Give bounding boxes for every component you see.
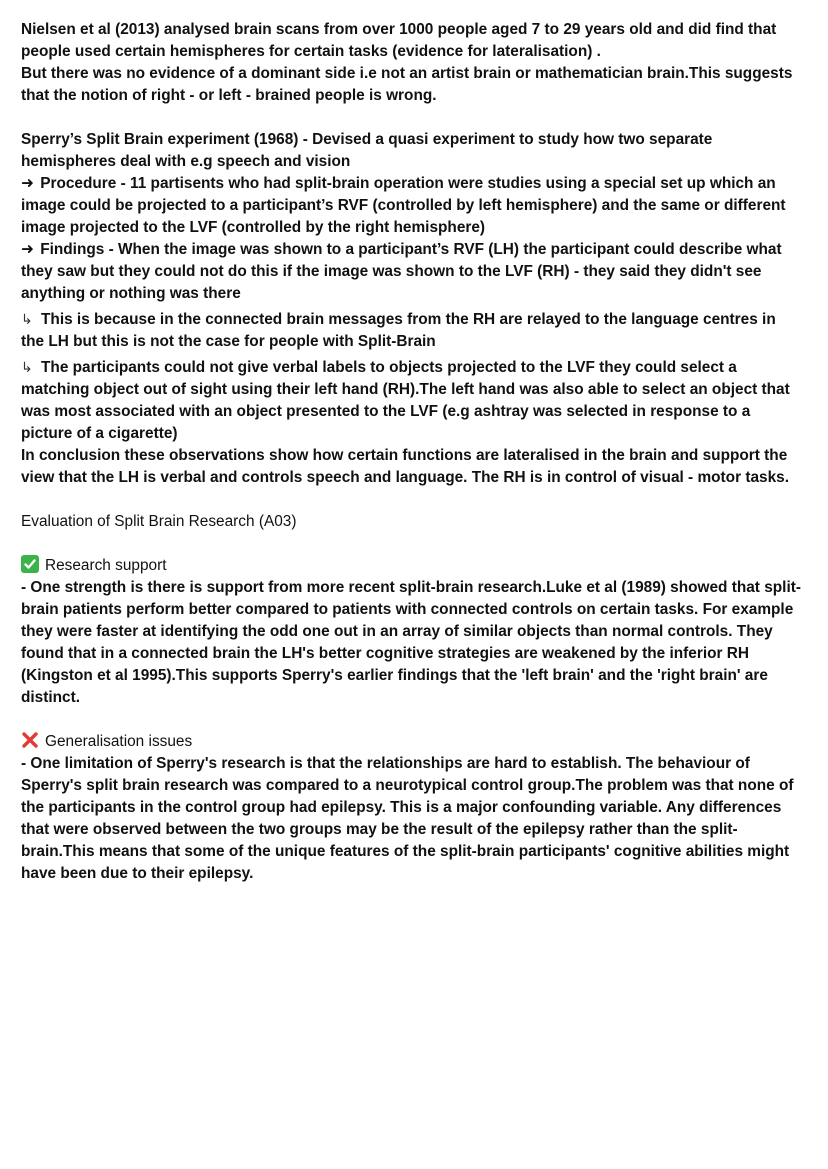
generalisation-issues-heading: [21, 731, 801, 753]
sperry-findings: [21, 239, 801, 305]
check-icon: [21, 555, 39, 573]
research-support-title: Research support: [45, 557, 167, 574]
research-support-section: [21, 555, 801, 709]
research-support-heading: [21, 555, 801, 577]
sperry-section: [21, 129, 801, 489]
spacer: [21, 709, 801, 731]
return-arrow-icon: ↳: [21, 359, 33, 375]
nielsen-findings-text: Nielsen et al (2013) analysed brain scans from over 1000 people aged 7 to 29 years old and did find that people used certain hemispheres for certain tasks (evidence for lateralisation) .: [21, 21, 777, 60]
document-page: [21, 19, 801, 885]
spacer: [21, 107, 801, 129]
sperry-intro: Sperry’s Split Brain experiment (1968) - Devised a quasi experiment to study how two separate hemispheres deal with e.g speech and vision: [21, 131, 713, 170]
sperry-procedure: [21, 173, 801, 239]
nielsen-paragraph: [21, 19, 801, 107]
sperry-sub-point-2-text: The participants could not give verbal labels to objects projected to the LVF they could select a matching object out of sight using their left hand (RH).The left hand was also able to select an object that was most associated with an object presented to the LVF (e.g ashtray was selected in response to a picture of a cigarette): [21, 359, 790, 442]
cross-icon: [21, 731, 39, 749]
arrow-right-icon: ➜: [21, 175, 34, 192]
spacer: [21, 533, 801, 555]
research-support-text: - One strength is there is support from more recent split-brain research.Luke et al (1989) showed that split-brain patients perform better compared to patients with connected controls on certain tasks. For example they were faster at identifying the odd one out in an array of similar objects than normal controls. They found that in a connected brain the LH's better cognitive strategies are weakened by the inferior RH (Kingston et al 1995).This supports Sperry's earlier findings that the 'left brain' and the 'right brain' are distinct.: [21, 579, 801, 706]
sperry-sub-point-1: [21, 308, 801, 353]
sperry-procedure-text: Procedure - 11 partisents who had split-brain operation were studies using a special set up which an image could be projected to a participant’s RVF (controlled by left hemisphere) and the same or different image projected to the LVF (controlled by the right hemisphere): [21, 175, 786, 236]
evaluation-heading: Evaluation of Split Brain Research (A03): [21, 513, 297, 530]
arrow-right-icon: ➜: [21, 241, 34, 258]
generalisation-issues-section: [21, 731, 801, 885]
return-arrow-icon: ↳: [21, 311, 33, 327]
generalisation-issues-title: Generalisation issues: [45, 733, 193, 750]
generalisation-issues-text: - One limitation of Sperry's research is that the relationships are hard to establish. The behaviour of Sperry's split brain research was compared to a neurotypical control group.The problem was that none of the participants in the control group had epilepsy. This is a major confounding variable. Any differences that were observed between the two groups may be the result of the epilepsy rather than the split-brain.This means that some of the unique features of the split-brain participants' cognitive abilities might have been due to their epilepsy.: [21, 755, 794, 882]
sperry-conclusion: In conclusion these observations show how certain functions are lateralised in the brain and support the view that the LH is verbal and controls speech and language. The RH is in control of visual - motor tasks.: [21, 447, 789, 486]
sperry-findings-text: Findings - When the image was shown to a participant’s RVF (LH) the participant could describe what they saw but they could not do this if the image was shown to the LVF (RH) - they said they didn't see anything or nothing was there: [21, 241, 782, 302]
sperry-sub-point-2: [21, 356, 801, 445]
sperry-sub-point-1-text: This is because in the connected brain messages from the RH are relayed to the language centres in the LH but this is not the case for people with Split-Brain: [21, 311, 776, 350]
spacer: [21, 489, 801, 511]
nielsen-conclusion-text: But there was no evidence of a dominant side i.e not an artist brain or mathematician brain.This suggests that the notion of right - or left - brained people is wrong.: [21, 65, 793, 104]
